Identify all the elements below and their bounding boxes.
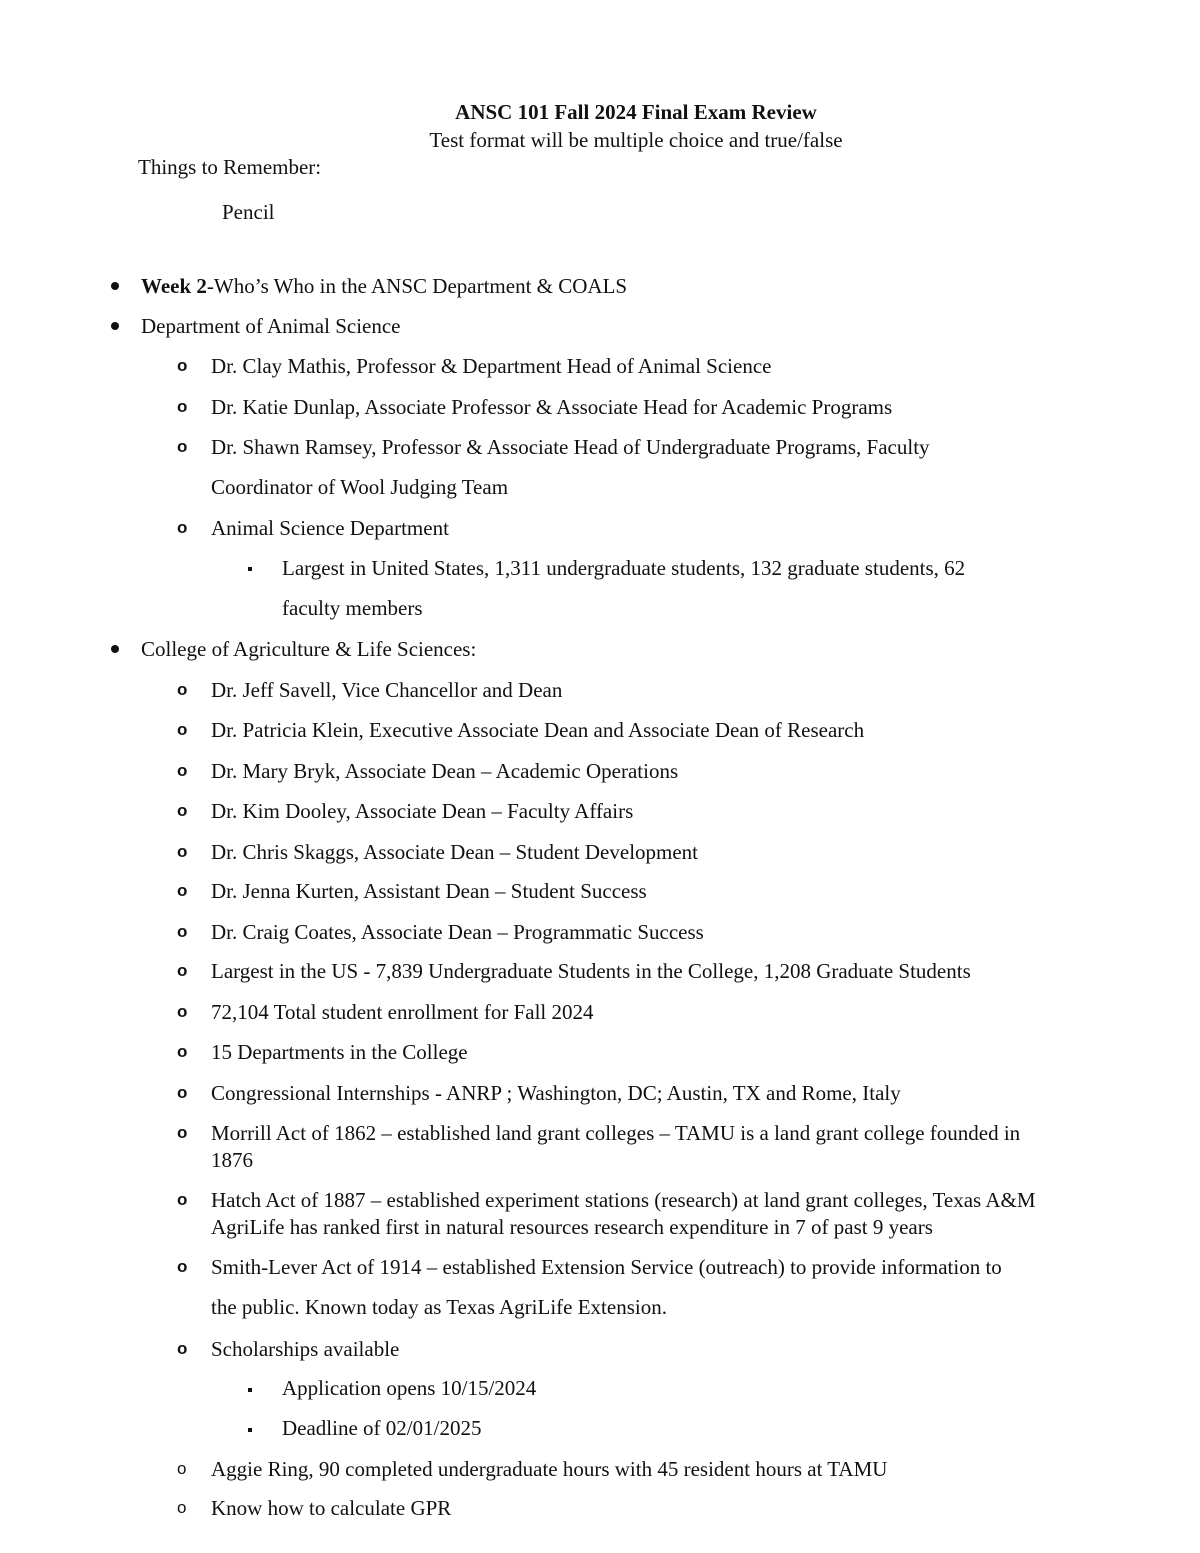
square-bullet-icon (248, 1388, 252, 1392)
dept-item-cont: Coordinator of Wool Judging Team (211, 475, 509, 499)
circle-bullet-icon: o (177, 842, 188, 861)
dept-item: Dr. Katie Dunlap, Associate Professor & Associate Head for Academic Programs (211, 395, 893, 419)
circle-bullet-icon: o (177, 1083, 188, 1102)
scholarship-item: Application opens 10/15/2024 (282, 1376, 537, 1400)
circle-bullet-icon: o (177, 1339, 188, 1358)
college-item: Congressional Internships - ANRP ; Washington, DC; Austin, TX and Rome, Italy (211, 1081, 901, 1105)
college-item: Dr. Craig Coates, Associate Dean – Programmatic Success (211, 920, 704, 944)
circle-bullet-icon: o (177, 1257, 188, 1276)
dept-item: Dr. Clay Mathis, Professor & Department Head of Animal Science (211, 354, 772, 378)
bullet-dot-icon (111, 282, 119, 290)
dept-item: Animal Science Department (211, 516, 449, 540)
square-bullet-icon (248, 567, 252, 571)
college-item: Know how to calculate GPR (211, 1496, 452, 1520)
circle-bullet-icon: o (177, 801, 188, 820)
college-item: Dr. Patricia Klein, Executive Associate Dean and Associate Dean of Research (211, 718, 865, 742)
college-item: Largest in the US - 7,839 Undergraduate Students in the College, 1,208 Graduate Students (211, 959, 971, 983)
circle-bullet-icon: o (177, 922, 188, 941)
college-item: 15 Departments in the College (211, 1040, 468, 1064)
college-item: Aggie Ring, 90 completed undergraduate hours with 45 resident hours at TAMU (211, 1457, 888, 1481)
page-title: ANSC 101 Fall 2024 Final Exam Review (455, 100, 817, 124)
dept-item: Dr. Shawn Ramsey, Professor & Associate Head of Undergraduate Programs, Faculty (211, 435, 930, 459)
dept-sub-item: Largest in United States, 1,311 undergraduate students, 132 graduate students, 62 (282, 556, 966, 580)
college-item: 72,104 Total student enrollment for Fall 2024 (211, 1000, 594, 1024)
college-item: Hatch Act of 1887 – established experiment stations (research) at land grant colleges, Texas A&M (211, 1188, 1036, 1212)
college-heading: College of Agriculture & Life Sciences: (141, 637, 477, 661)
circle-bullet-icon: o (177, 1123, 188, 1142)
college-item-cont: the public. Known today as Texas AgriLife Extension. (211, 1295, 667, 1319)
circle-bullet-icon: o (177, 518, 188, 537)
circle-bullet-icon: o (177, 720, 188, 739)
college-item: Dr. Chris Skaggs, Associate Dean – Student Development (211, 840, 699, 864)
circle-bullet-icon: o (177, 961, 188, 980)
scholarship-item: Deadline of 02/01/2025 (282, 1416, 482, 1440)
circle-bullet-icon: o (177, 881, 188, 900)
dept-heading: Department of Animal Science (141, 314, 401, 338)
week2-heading (141, 273, 627, 299)
circle-bullet-icon: o (177, 680, 188, 699)
college-item: Dr. Jeff Savell, Vice Chancellor and Dean (211, 678, 563, 702)
college-item: Dr. Mary Bryk, Associate Dean – Academic Operations (211, 759, 679, 783)
circle-bullet-icon: o (177, 1190, 188, 1209)
circle-bullet-icon: o (177, 1498, 187, 1517)
college-item: Scholarships available (211, 1337, 400, 1361)
page-subtitle: Test format will be multiple choice and true/false (429, 128, 843, 152)
circle-bullet-icon: o (177, 437, 188, 456)
circle-bullet-icon: o (177, 1042, 188, 1061)
college-item-cont: AgriLife has ranked first in natural resources research expenditure in 7 of past 9 years (211, 1215, 933, 1239)
circle-bullet-icon: o (177, 1459, 187, 1478)
bullet-dot-icon (111, 645, 119, 653)
college-item: Dr. Jenna Kurten, Assistant Dean – Student Success (211, 879, 647, 903)
things-item-pencil: Pencil (222, 200, 275, 224)
college-item-cont: 1876 (211, 1148, 253, 1172)
bullet-dot-icon (111, 322, 119, 330)
week2-bold: Week 2 (141, 274, 207, 298)
college-item: Dr. Kim Dooley, Associate Dean – Faculty Affairs (211, 799, 634, 823)
circle-bullet-icon: o (177, 1002, 188, 1021)
week2-rest: -Who’s Who in the ANSC Department & COALS (206, 274, 628, 298)
circle-bullet-icon: o (177, 356, 188, 375)
circle-bullet-icon: o (177, 397, 188, 416)
circle-bullet-icon: o (177, 761, 188, 780)
square-bullet-icon (248, 1428, 252, 1432)
college-item: Smith-Lever Act of 1914 – established Extension Service (outreach) to provide information to (211, 1255, 1002, 1279)
things-label: Things to Remember: (138, 155, 322, 179)
dept-sub-item-cont: faculty members (282, 596, 423, 620)
college-item: Morrill Act of 1862 – established land grant colleges – TAMU is a land grant college founded in (211, 1121, 1021, 1145)
